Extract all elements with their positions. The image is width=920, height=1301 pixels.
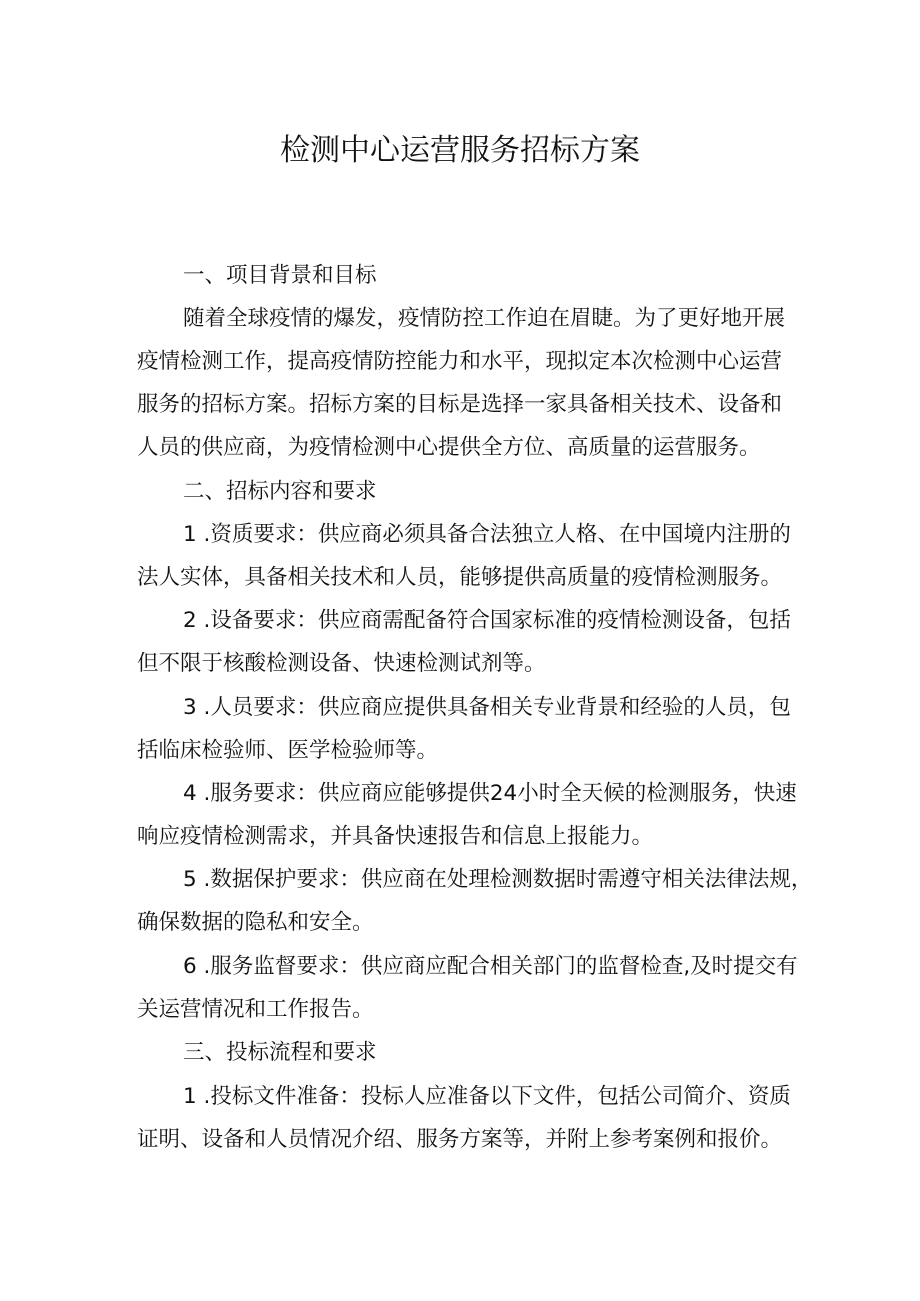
section-heading-2: 二、招标内容和要求: [183, 479, 377, 504]
paragraph-line: 2 .设备要求：供应商需配备符合国家标准的疫情检测设备，包括: [183, 608, 791, 633]
paragraph-line: 括临床检验师、医学检验师等。: [137, 738, 439, 763]
paragraph-line: 但不限于核酸检测设备、快速检测试剂等。: [137, 651, 546, 676]
section-heading-1: 一、项目背景和目标: [183, 263, 377, 288]
paragraph-line: 服务的招标方案。招标方案的目标是选择一家具备相关技术、设备和: [137, 392, 783, 417]
section-heading-3: 三、投标流程和要求: [183, 1040, 377, 1065]
paragraph-line: 1 .投标文件准备：投标人应准备以下文件，包括公司简介、资质: [183, 1084, 791, 1109]
paragraph-line: 疫情检测工作，提高疫情防控能力和水平，现拟定本次检测中心运营: [137, 349, 783, 374]
paragraph-line: 人员的供应商，为疫情检测中心提供全方位、高质量的运营服务。: [137, 435, 761, 460]
paragraph-line: 3 .人员要求：供应商应提供具备相关专业背景和经验的人员，包: [183, 695, 791, 720]
paragraph-line: 6 .服务监督要求：供应商应配合相关部门的监督检查,及时提交有: [183, 954, 798, 979]
paragraph-line: 证明、设备和人员情况介绍、服务方案等，并附上参考案例和报价。: [137, 1127, 783, 1152]
paragraph-line: 4 .服务要求：供应商应能够提供24小时全天候的检测服务，快速: [183, 781, 797, 806]
paragraph-line: 1 .资质要求：供应商必须具备合法独立人格、在中国境内注册的: [183, 522, 791, 547]
paragraph-line: 响应疫情检测需求，并具备快速报告和信息上报能力。: [137, 824, 654, 849]
paragraph-line: 关运营情况和工作报告。: [137, 997, 374, 1022]
document-title: 检测中心运营服务招标方案: [280, 133, 640, 168]
paragraph-line: 5 .数据保护要求：供应商在处理检测数据时需遵守相关法律法规，: [183, 867, 813, 892]
paragraph-line: 法人实体，具备相关技术和人员，能够提供高质量的疫情检测服务。: [137, 565, 783, 590]
paragraph-line: 确保数据的隐私和安全。: [137, 910, 374, 935]
paragraph-line: 随着全球疫情的爆发，疫情防控工作迫在眉睫。为了更好地开展: [183, 306, 786, 331]
